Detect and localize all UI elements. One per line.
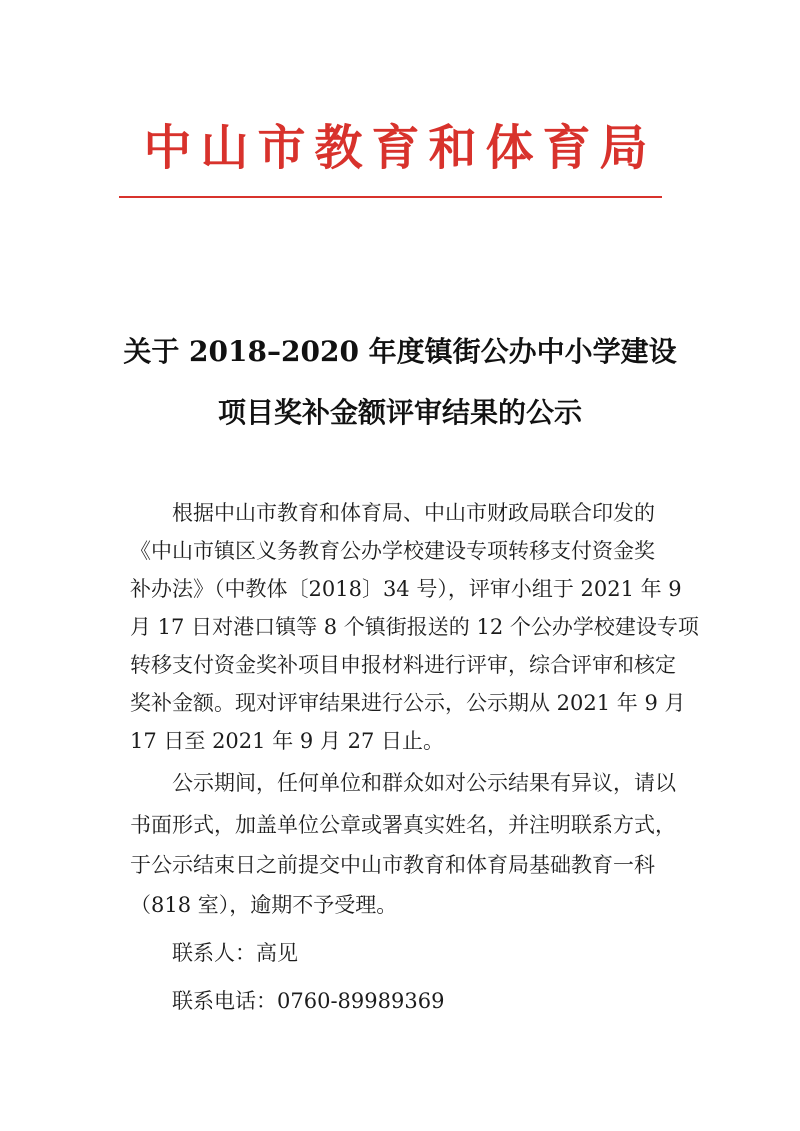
body-line: 转移支付资金奖补项目申报材料进行评审，综合评审和核定 bbox=[130, 653, 676, 677]
body-line: 17 日至 2021 年 9 月 27 日止。 bbox=[130, 729, 444, 753]
body-line: （818 室），逾期不予受理。 bbox=[130, 893, 398, 917]
document-title-line-1: 关于 2018–2020 年度镇街公办中小学建设 bbox=[123, 335, 677, 368]
letterhead-red-rule bbox=[119, 196, 662, 198]
body-line: 《中山市镇区义务教育公办学校建设专项转移支付资金奖 bbox=[130, 539, 655, 563]
body-line: 根据中山市教育和体育局、中山市财政局联合印发的 bbox=[130, 501, 655, 525]
contact-phone: 联系电话：0760-89989369 bbox=[130, 989, 445, 1013]
body-line: 公示期间，任何单位和群众如对公示结果有异议，请以 bbox=[130, 771, 676, 795]
letterhead-title: 中山市教育和体育局 bbox=[143, 120, 657, 176]
body-line: 奖补金额。现对评审结果进行公示，公示期从 2021 年 9 月 bbox=[130, 691, 686, 715]
body-line: 于公示结束日之前提交中山市教育和体育局基础教育一科 bbox=[130, 853, 655, 877]
contact-person: 联系人：高见 bbox=[130, 941, 298, 965]
body-line: 补办法》（中教体〔2018〕34 号），评审小组于 2021 年 9 bbox=[130, 577, 682, 601]
body-line: 月 17 日对港口镇等 8 个镇街报送的 12 个公办学校建设专项 bbox=[130, 615, 699, 639]
body-line: 书面形式，加盖单位公章或署真实姓名，并注明联系方式， bbox=[130, 813, 676, 837]
document-title-line-2: 项目奖补金额评审结果的公示 bbox=[217, 396, 582, 429]
